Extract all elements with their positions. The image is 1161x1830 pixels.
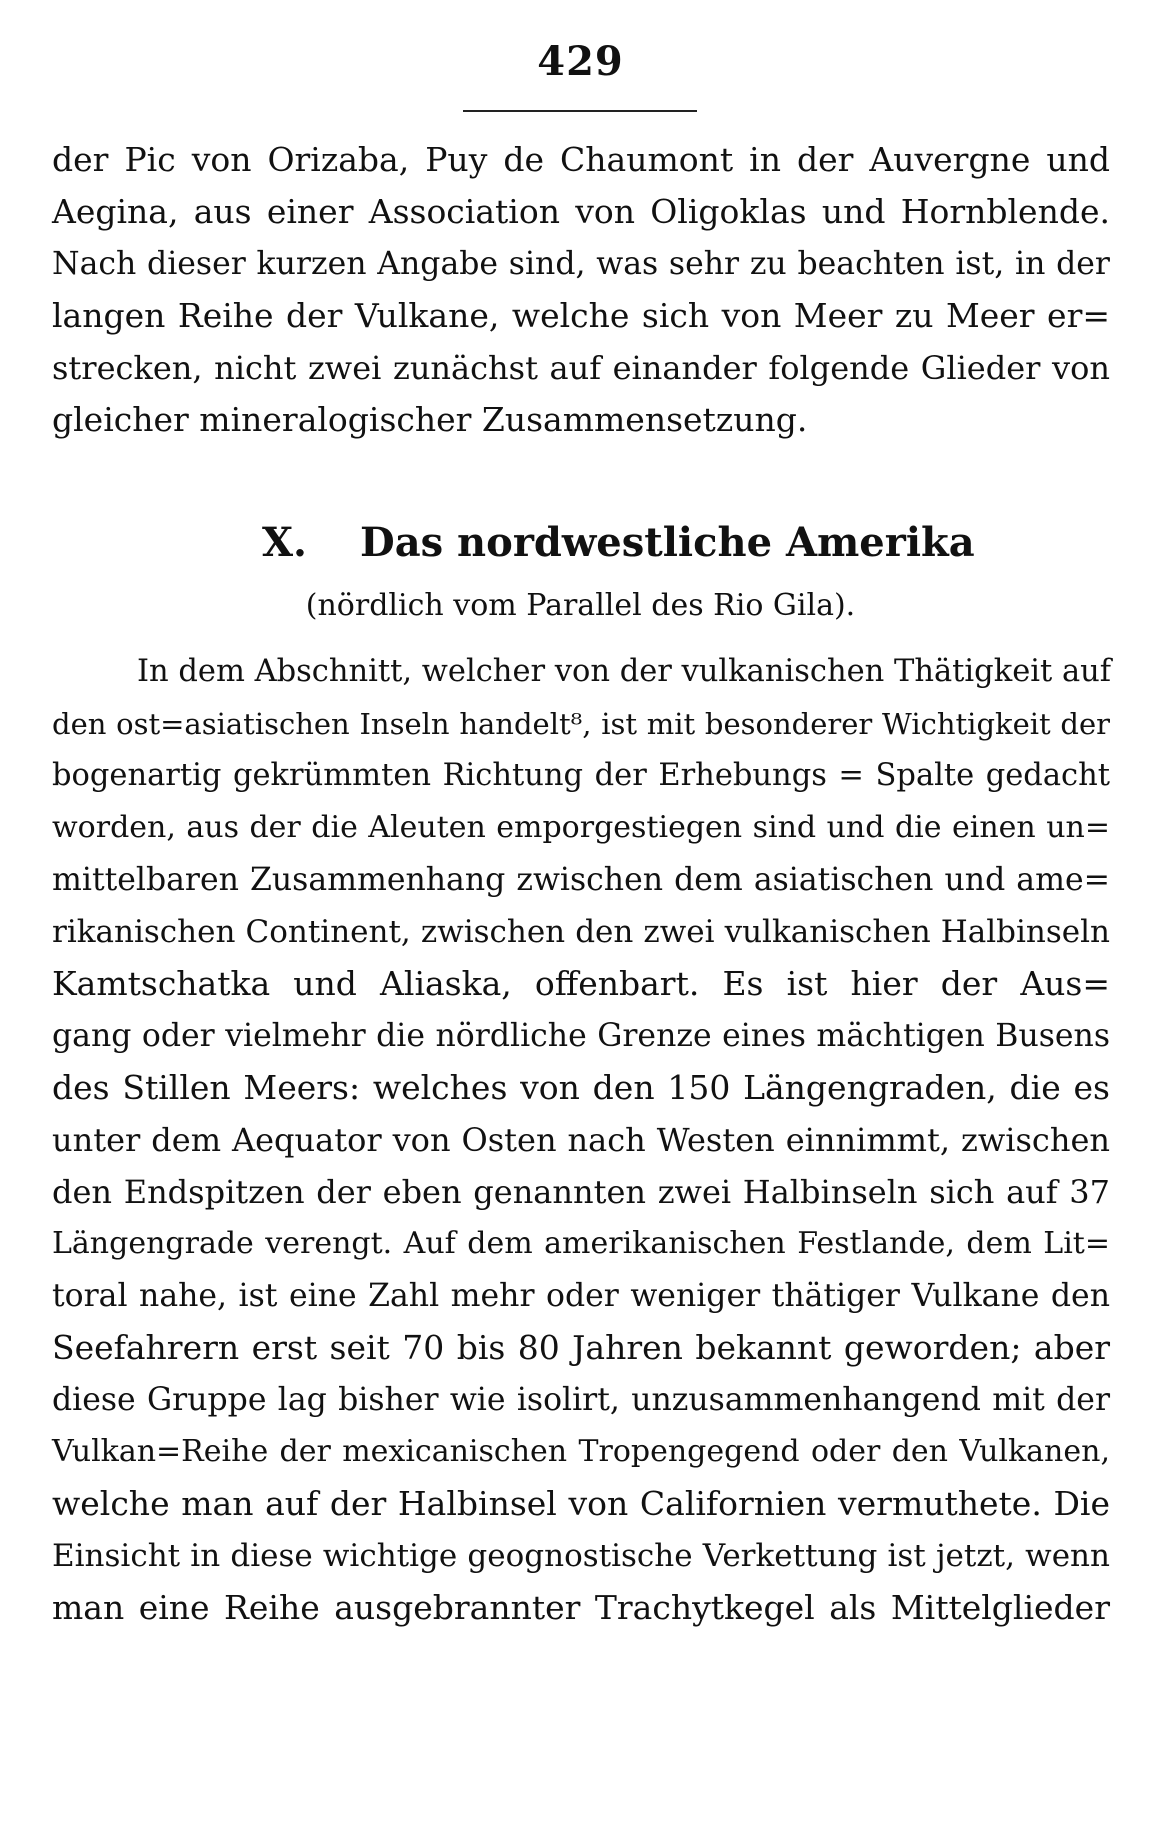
text-line: bogenartig gekrümmten Richtung der Erhebungs = Spalte gedacht — [52, 758, 1110, 793]
text-line: langen Reihe der Vulkane, welche sich von Meer zu Meer er= — [52, 296, 1110, 335]
text-line: Seefahrern erst seit 70 bis 80 Jahren bekannt geworden; aber — [52, 1328, 1110, 1367]
text-line: welche man auf der Halbinsel von Californien vermuthete. Die — [52, 1484, 1110, 1523]
text-line: Kamtschatka und Aliaska, offenbart. Es ist hier der Aus= — [52, 964, 1110, 1003]
section-subtitle: (nördlich vom Parallel des Rio Gila). — [305, 588, 856, 623]
text-line: strecken, nicht zwei zunächst auf einander folgende Glieder von — [52, 349, 1110, 387]
text-line: Aegina, aus einer Association von Oligoklas und Hornblende. — [52, 192, 1110, 231]
text-line: den Endspitzen der eben genannten zwei Halbinseln sich auf 37 — [52, 1173, 1110, 1211]
text-line: In dem Abschnitt, welcher von der vulkanischen Thätigkeit auf — [137, 654, 1112, 689]
header-rule — [463, 110, 697, 112]
text-line: des Stillen Meers: welches von den 150 Längengraden, die es — [52, 1068, 1110, 1107]
text-line: diese Gruppe lag bisher wie isolirt, unzusammenhangend mit der — [52, 1382, 1110, 1418]
text-line: gleicher mineralogischer Zusammensetzung. — [52, 400, 808, 439]
text-line: worden, aus der die Aleuten emporgestiegen sind und die einen un= — [52, 810, 1110, 845]
text-line: der Pic von Orizaba, Puy de Chaumont in der Auvergne und — [52, 140, 1110, 179]
section-title: Das nordwestliche Amerika — [360, 519, 975, 566]
text-line: Längengrade verengt. Auf dem amerikanischen Festlande, dem Lit= — [52, 1226, 1110, 1261]
text-line: gang oder vielmehr die nördliche Grenze eines mächtigen Busens — [52, 1018, 1110, 1054]
text-line: man eine Reihe ausgebrannter Trachytkegel als Mittelglieder — [52, 1588, 1110, 1627]
text-line: mittelbaren Zusammenhang zwischen dem asiatischen und ame= — [52, 862, 1110, 898]
text-line: unter dem Aequator von Osten nach Westen einnimmt, zwischen — [52, 1121, 1110, 1159]
page-number: 429 — [537, 38, 624, 85]
section-number: X. — [262, 519, 307, 566]
text-line: den ost=asiatischen Inseln handelt⁸, ist mit besonderer Wichtigkeit der — [52, 707, 1110, 741]
text-line: Vulkan=Reihe der mexicanischen Tropengegend oder den Vulkanen, — [52, 1434, 1110, 1469]
text-line: toral nahe, ist eine Zahl mehr oder weniger thätiger Vulkane den — [52, 1278, 1110, 1314]
text-line: rikanischen Continent, zwischen den zwei vulkanischen Halbinseln — [52, 914, 1110, 950]
text-line: Einsicht in diese wichtige geognostische Verkettung ist jetzt, wenn — [52, 1538, 1110, 1574]
text-line: Nach dieser kurzen Angabe sind, was sehr zu beachten ist, in der — [52, 246, 1110, 282]
section-heading — [0, 512, 1161, 574]
